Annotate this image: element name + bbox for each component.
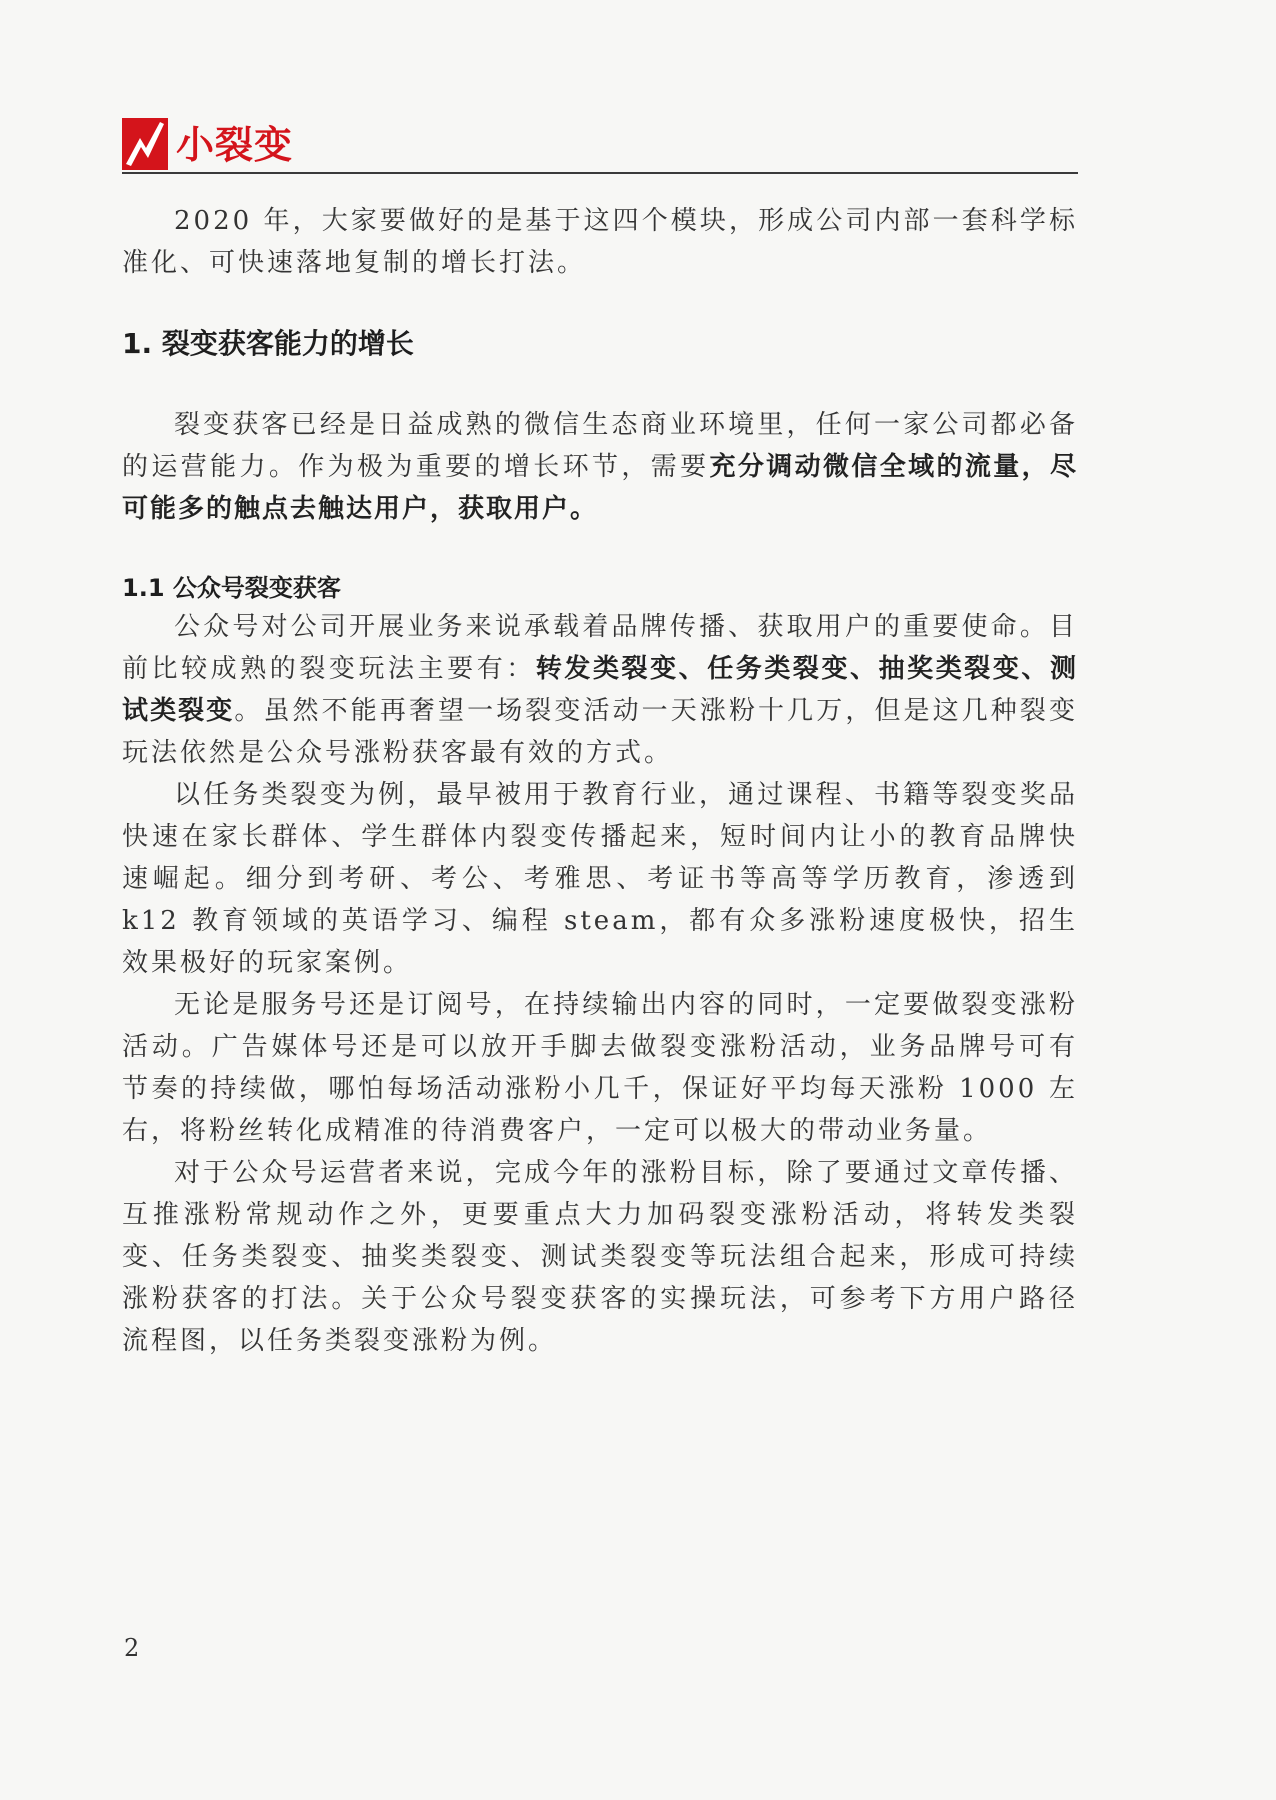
subsection-heading: 1.1 公众号裂变获客 xyxy=(122,574,341,602)
main-content xyxy=(122,200,1078,1362)
emphasis-text: 转发类裂变、任务类裂变、抽奖类裂变、测试类裂变 xyxy=(122,654,1078,726)
body-paragraph: 无论是服务号还是订阅号，在持续输出内容的同时，一定要做裂变涨粉活动。广告媒体号还是可以放开手脚去做裂变涨粉活动，业务品牌号可有节奏的持续做，哪怕每场活动涨粉小几千，保证好平均每天涨粉 1000 左右，将粉丝转化成精准的待消费客户，一定可以极大的带动业务量。 xyxy=(122,990,1078,1146)
page-header xyxy=(122,118,1078,178)
paragraph-text: 公众号对公司开展业务来说承载着品牌传播、获取用户的重要使命。目前比较成熟的裂变玩法主要有： xyxy=(122,612,1078,684)
body-paragraph: 以任务类裂变为例，最早被用于教育行业，通过课程、书籍等裂变奖品快速在家长群体、学生群体内裂变传播起来，短时间内让小的教育品牌快速崛起。细分到考研、考公、考雅思、考证书等高等学历教育，渗透到 k12 教育领域的英语学习、编程 steam，都有众多涨粉速度极快，招生效果极好的玩家案例。 xyxy=(122,780,1078,978)
section-heading: 1. 裂变获客能力的增长 xyxy=(122,327,414,360)
subsection-paragraph xyxy=(122,606,1078,774)
brand-name: 小裂变 xyxy=(176,123,294,167)
header-divider xyxy=(122,172,1078,174)
paragraph-text: 裂变获客已经是日益成熟的微信生态商业环境里，任何一家公司都必备的运营能力。作为极为重要的增长环节，需要 xyxy=(122,410,1078,482)
intro-paragraph: 2020 年，大家要做好的是基于这四个模块，形成公司内部一套科学标准化、可快速落地复制的增长打法。 xyxy=(122,206,1078,278)
lightning-bolt-icon xyxy=(122,118,168,170)
section-paragraph xyxy=(122,404,1078,530)
emphasis-text: 充分调动微信全域的流量，尽可能多的触点去触达用户，获取用户。 xyxy=(122,452,1078,524)
page-number: 2 xyxy=(124,1634,140,1662)
paragraph-text: 。虽然不能再奢望一场裂变活动一天涨粉十几万，但是这几种裂变玩法依然是公众号涨粉获客最有效的方式。 xyxy=(122,696,1078,768)
body-paragraph: 对于公众号运营者来说，完成今年的涨粉目标，除了要通过文章传播、互推涨粉常规动作之外，更要重点大力加码裂变涨粉活动，将转发类裂变、任务类裂变、抽奖类裂变、测试类裂变等玩法组合起来，形成可持续涨粉获客的打法。关于公众号裂变获客的实操玩法，可参考下方用户路径流程图，以任务类裂变涨粉为例。 xyxy=(122,1158,1078,1356)
